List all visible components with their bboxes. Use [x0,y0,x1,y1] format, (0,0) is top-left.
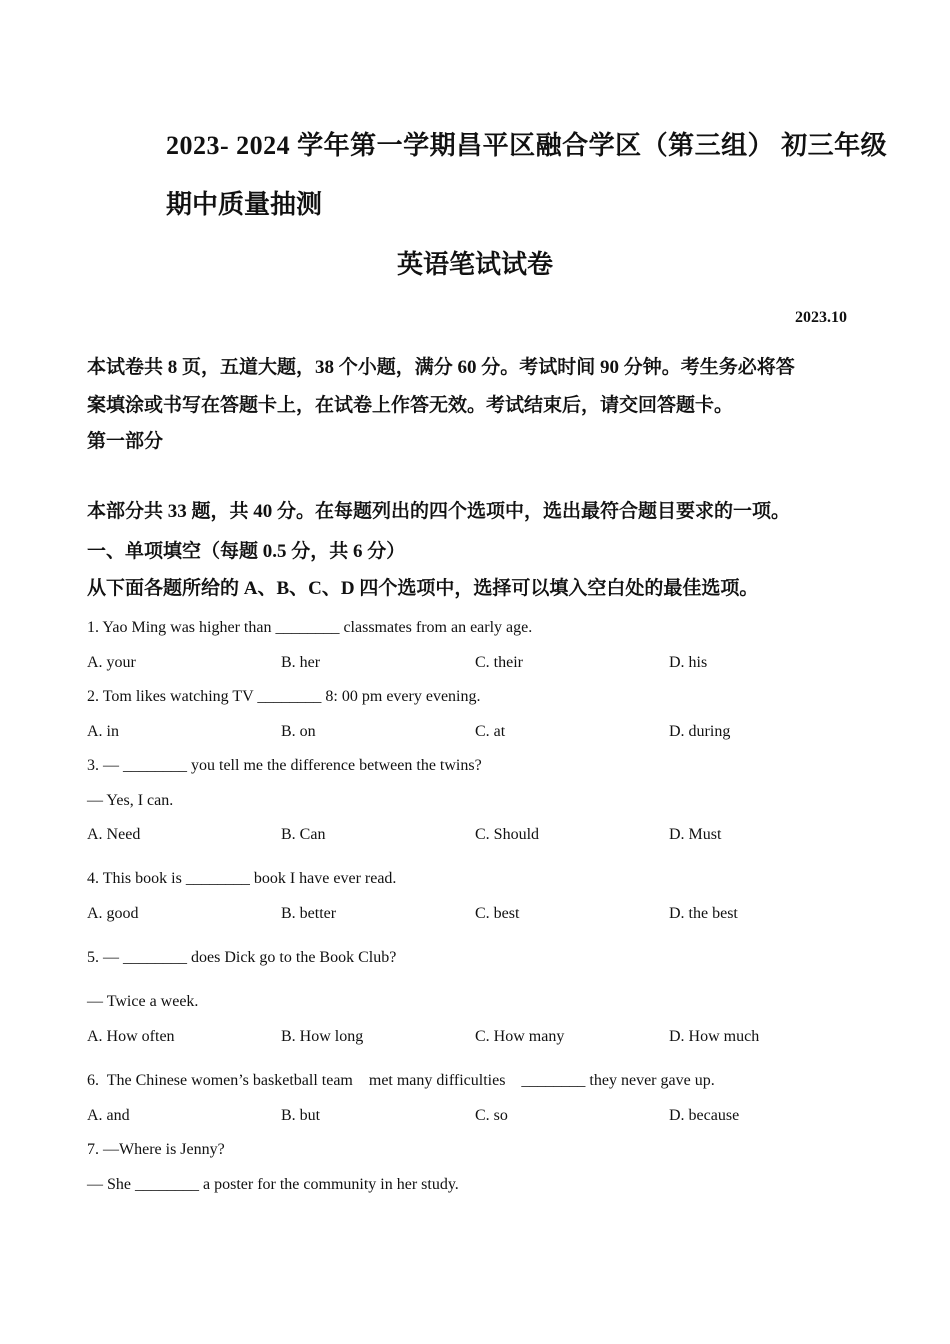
question-reply: — She ________ a poster for the community in her study. [87,1176,459,1193]
option-a: A. in [87,723,119,740]
question-stem: 1. Yao Ming was higher than ________ classmates from an early age. [87,619,533,636]
question-stem: 4. This book is ________ book I have ever read. [87,870,397,887]
section-heading: 一、单项填空（每题 0.5 分，共 6 分） [87,541,406,562]
option-a: A. Need [87,826,141,843]
option-c: C. How many [475,1028,565,1045]
option-a: A. your [87,654,136,671]
option-c: C. their [475,654,523,671]
option-d: D. the best [669,905,738,922]
part-heading: 第一部分 [87,431,164,452]
instructions-line1: 本试卷共 8 页，五道大题，38 个小题，满分 60 分。考试时间 90 分钟。考生务必将答 [87,357,795,378]
exam-subtitle: 英语笔试试卷 [396,250,553,279]
option-b: B. better [281,905,337,922]
question-stem: 6. The Chinese women’s basketball team met many difficulties ________ they never gave up. [87,1072,715,1089]
option-d: D. How much [669,1028,760,1045]
instructions-line2: 案填涂或书写在答题卡上，在试卷上作答无效。考试结束后，请交回答题卡。 [87,395,734,416]
option-a: A. and [87,1107,130,1124]
option-b: B. on [281,723,316,740]
option-d: D. Must [669,826,722,843]
option-a: A. How often [87,1028,175,1045]
option-d: D. because [669,1107,740,1124]
question-stem: 7. —Where is Jenny? [87,1141,225,1158]
option-c: C. best [475,905,520,922]
question-stem: 5. — ________ does Dick go to the Book Club? [87,949,397,966]
question-reply: — Yes, I can. [87,792,174,809]
question-stem: 2. Tom likes watching TV ________ 8: 00 pm every evening. [87,688,481,705]
option-c: C. at [475,723,506,740]
option-d: D. his [669,654,708,671]
option-b: B. but [281,1107,321,1124]
section-direction: 从下面各题所给的 A、B、C、D 四个选项中，选择可以填入空白处的最佳选项。 [87,578,759,599]
option-b: B. her [281,654,321,671]
option-b: B. Can [281,826,326,843]
exam-date: 2023.10 [795,309,847,326]
section-intro: 本部分共 33 题，共 40 分。在每题列出的四个选项中，选出最符合题目要求的一项。 [87,501,791,522]
option-c: C. so [475,1107,508,1124]
option-a: A. good [87,905,139,922]
exam-title-line2: 期中质量抽测 [166,190,323,219]
question-stem: 3. — ________ you tell me the difference between the twins? [87,757,482,774]
option-d: D. during [669,723,731,740]
exam-title-line1: 2023- 2024 学年第一学期昌平区融合学区（第三组） 初三年级 [166,131,888,160]
question-reply: — Twice a week. [87,993,199,1010]
option-b: B. How long [281,1028,364,1045]
option-c: C. Should [475,826,540,843]
